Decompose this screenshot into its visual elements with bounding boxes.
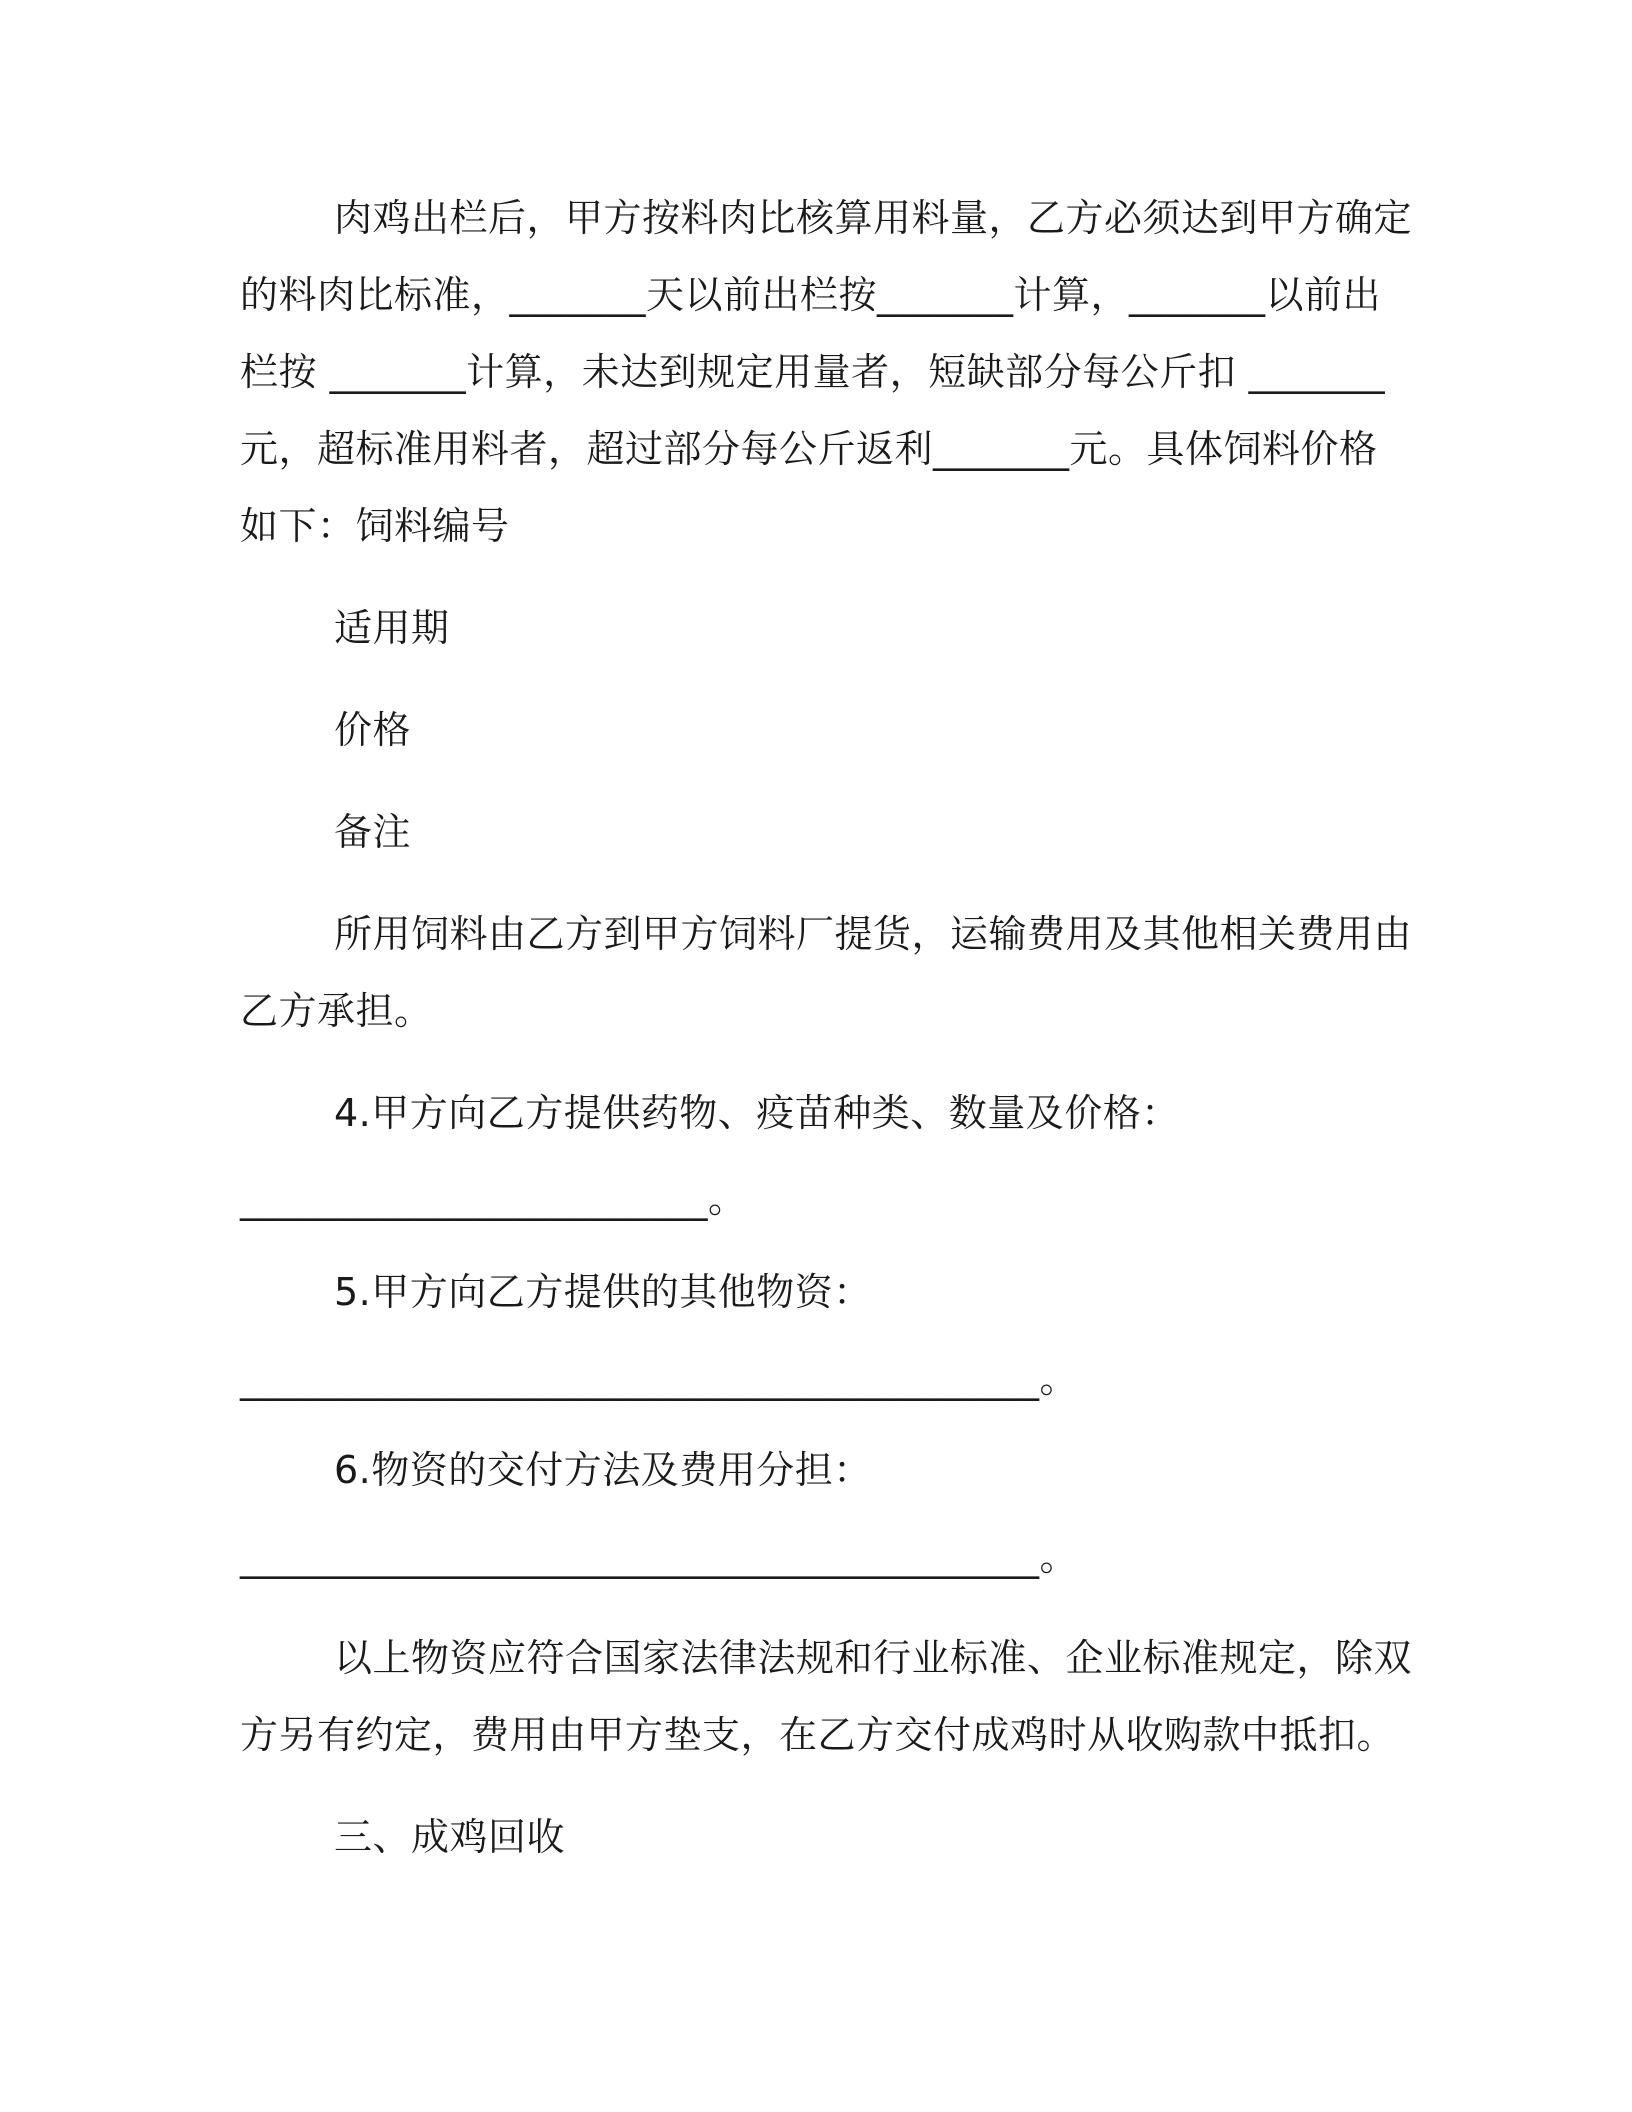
paragraph-materials-line-1: 以上物资应符合国家法律法规和行业标准、企业标准规定，除双 (334, 1636, 1413, 1680)
feed-field-price: 价格 (334, 708, 412, 752)
paragraph-materials-line-2: 方另有约定，费用由甲方垫支，在乙方交付成鸡时从收购款中抵扣。 (240, 1713, 1396, 1757)
item-4-label: 4.甲方向乙方提供药物、疫苗种类、数量及价格： (334, 1091, 1180, 1135)
item-6-blank: _________________________________________。 (240, 1535, 1079, 1579)
item-4-blank: ________________________。 (240, 1177, 747, 1221)
feed-field-period: 适用期 (334, 606, 450, 650)
paragraph-transport-line-2: 乙方承担。 (240, 989, 433, 1033)
paragraph-feed-ratio-line-4: 元，超标准用料者，超过部分每公斤返利_______元。具体饲料价格 (240, 427, 1378, 471)
paragraph-feed-ratio-line-3: 栏按 _______计算，未达到规定用量者，短缺部分每公斤扣 _______ (240, 350, 1386, 394)
feed-field-remark: 备注 (334, 810, 412, 854)
paragraph-feed-ratio-line-5: 如下：饲料编号 (240, 504, 510, 548)
paragraph-feed-ratio-line-1: 肉鸡出栏后，甲方按料肉比核算用料量，乙方必须达到甲方确定 (334, 196, 1413, 240)
item-5-blank: _________________________________________。 (240, 1357, 1079, 1401)
section-3-heading: 三、成鸡回收 (334, 1815, 566, 1859)
item-6-label: 6.物资的交付方法及费用分担： (334, 1448, 872, 1492)
item-5-label: 5.甲方向乙方提供的其他物资： (334, 1270, 872, 1314)
paragraph-transport-line-1: 所用饲料由乙方到甲方饲料厂提货，运输费用及其他相关费用由 (334, 912, 1413, 956)
paragraph-feed-ratio-line-2: 的料肉比标准，_______天以前出栏按_______计算，_______以前出 (240, 273, 1382, 317)
